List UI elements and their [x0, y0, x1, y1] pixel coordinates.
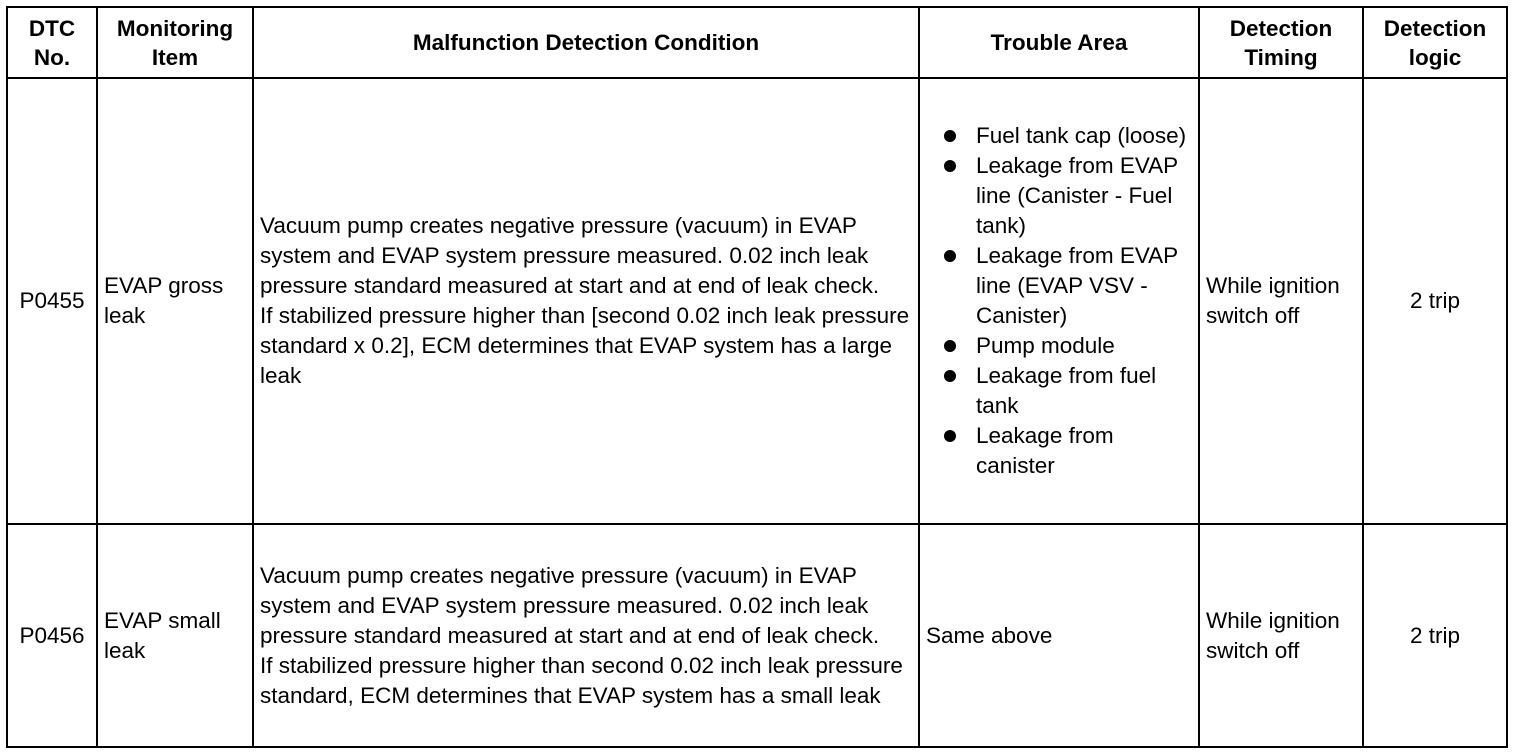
- bullet-icon: [944, 130, 956, 142]
- dtc-table: [6, 6, 1508, 748]
- table-header-row: [7, 7, 1507, 78]
- detection-logic: 2 trip: [1363, 78, 1507, 524]
- detection-timing: While ignition switch off: [1199, 78, 1363, 524]
- trouble-area: Same above: [919, 524, 1199, 747]
- table-row: [7, 524, 1507, 747]
- bullet-icon: [944, 370, 956, 382]
- bullet-icon: [944, 160, 956, 172]
- trouble-area-list: [926, 121, 1192, 481]
- condition-paragraph: If stabilized pressure higher than [second 0.02 inch leak pressure standard x 0.2], ECM determines that EVAP system has a large leak: [260, 303, 910, 388]
- condition-paragraph: Vacuum pump creates negative pressure (vacuum) in EVAP system and EVAP system pressure measured. 0.02 inch leak pressure standard measured at start and at end of leak check.: [260, 213, 880, 298]
- detection-condition: [253, 78, 919, 524]
- dtc-code: P0455: [7, 78, 97, 524]
- table-row: [7, 78, 1507, 524]
- trouble-area-text: Leakage from EVAP line (Canister - Fuel tank): [976, 153, 1178, 238]
- list-item: [926, 331, 1192, 361]
- trouble-area-text: Fuel tank cap (loose): [976, 123, 1187, 148]
- header-dtc-no: DTC No.: [7, 7, 97, 78]
- monitoring-item: EVAP small leak: [97, 524, 253, 747]
- bullet-icon: [944, 250, 956, 262]
- header-trouble-area: Trouble Area: [919, 7, 1199, 78]
- header-detection-logic: Detection logic: [1363, 7, 1507, 78]
- detection-condition: [253, 524, 919, 747]
- list-item: [926, 241, 1192, 331]
- list-item: [926, 361, 1192, 421]
- monitoring-item: EVAP gross leak: [97, 78, 253, 524]
- condition-paragraph: Vacuum pump creates negative pressure (vacuum) in EVAP system and EVAP system pressure measured. 0.02 inch leak pressure standard measured at start and at end of leak check.: [260, 562, 880, 648]
- trouble-area-text: Leakage from canister: [976, 423, 1114, 478]
- list-item: [926, 121, 1192, 151]
- detection-timing: While ignition switch off: [1199, 524, 1363, 747]
- trouble-area-text: Pump module: [976, 333, 1115, 358]
- bullet-icon: [944, 430, 956, 442]
- dtc-code: P0456: [7, 524, 97, 747]
- trouble-area-text: Leakage from EVAP line (EVAP VSV - Canister): [976, 243, 1178, 328]
- detection-logic: 2 trip: [1363, 524, 1507, 747]
- condition-paragraph: If stabilized pressure higher than second 0.02 inch leak pressure standard, ECM determines that EVAP system has a small leak: [260, 652, 903, 708]
- trouble-area-text: Leakage from fuel tank: [976, 363, 1157, 418]
- list-item: [926, 421, 1192, 481]
- trouble-area: [919, 78, 1199, 524]
- header-condition: Malfunction Detection Condition: [253, 7, 919, 78]
- bullet-icon: [944, 340, 956, 352]
- header-detection-timing: Detection Timing: [1199, 7, 1363, 78]
- list-item: [926, 151, 1192, 241]
- header-monitoring-item: Monitoring Item: [97, 7, 253, 78]
